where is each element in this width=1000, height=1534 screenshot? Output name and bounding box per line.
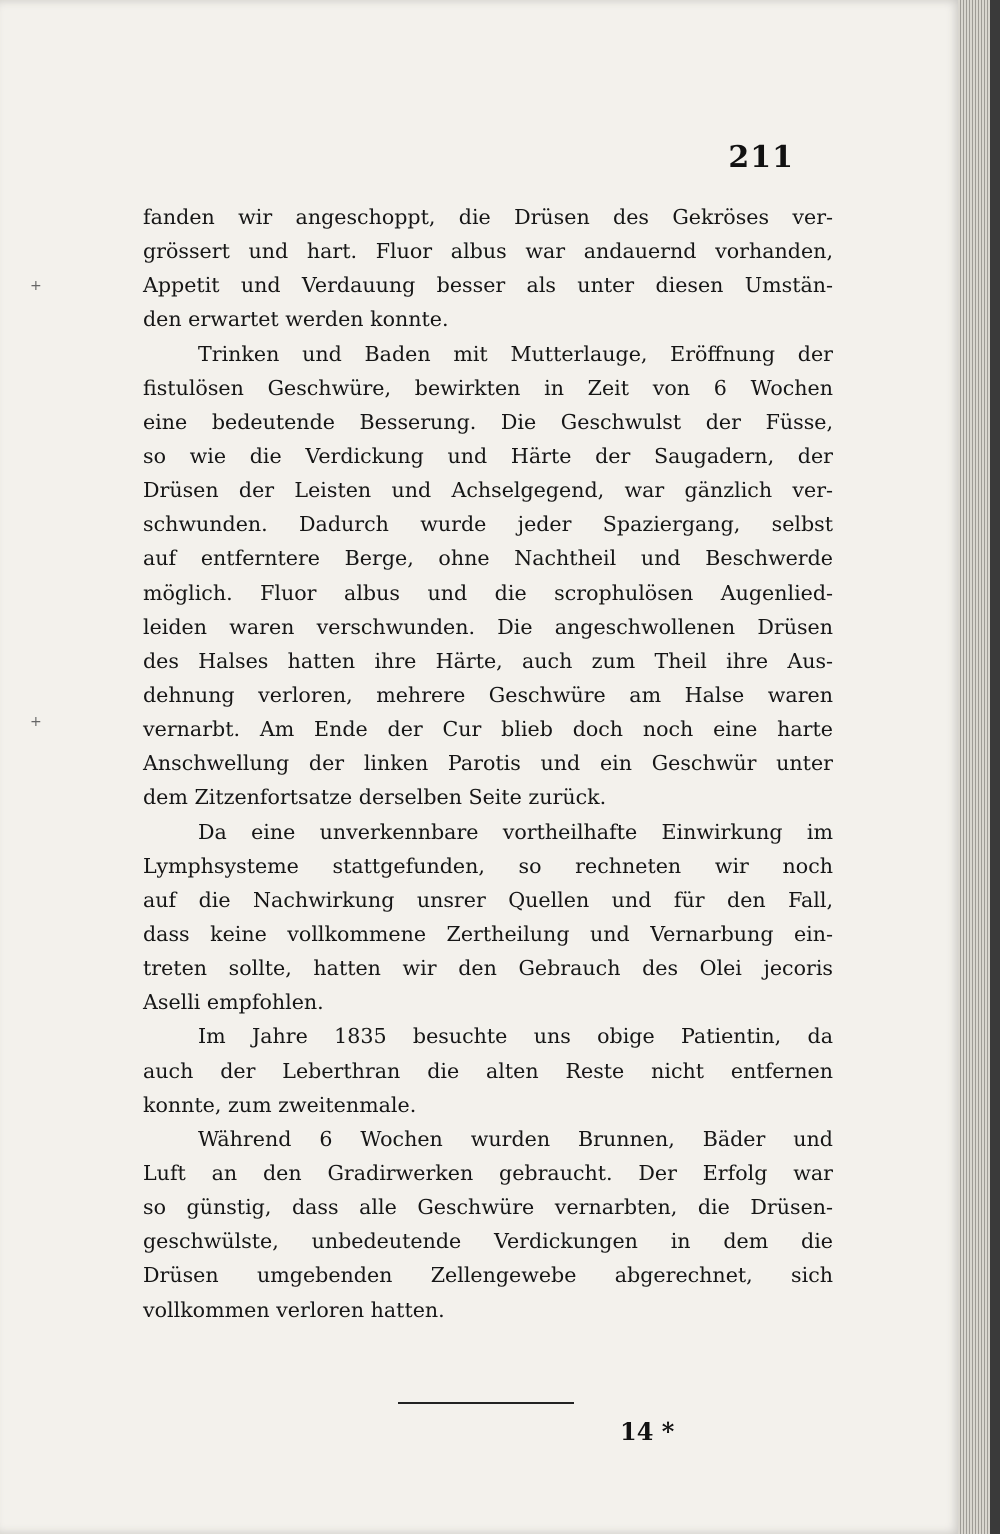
text-line: so wie die Verdickung und Härte der Saugadern, der [143,443,833,468]
text-line: konnte, zum zweitenmale. [143,1092,417,1117]
text-line: Luft an den Gradirwerken gebraucht. Der Erfolg war [143,1160,833,1185]
text-line: fistulösen Geschwüre, bewirkten in Zeit von 6 Wochen [143,375,833,400]
text-line: fanden wir angeschoppt, die Drüsen des Gekröses ver- [143,205,833,229]
text-line: des Halses hatten ihre Härte, auch zum Theil ihre Aus- [143,648,833,673]
text-line: Trinken und Baden mit Mutterlauge, Eröffnung der [198,341,833,366]
text-line: schwunden. Dadurch wurde jeder Spaziergang, selbst [143,512,833,537]
footer-rule [398,1402,574,1404]
text-line: dass keine vollkommene Zertheilung und Vernarbung ein- [143,921,833,946]
text-line: eine bedeutende Besserung. Die Geschwulst der Füsse, [143,409,833,434]
text-line: vollkommen verloren hatten. [143,1297,445,1322]
text-line: möglich. Fluor albus und die scrophulösen Augenlied- [143,580,833,605]
text-line: Drüsen der Leisten und Achselgegend, war gänzlich ver- [143,478,833,503]
text-line: vernarbt. Am Ende der Cur blieb doch noch eine harte [143,717,833,742]
text-line: Anschwellung der linken Parotis und ein Geschwür unter [143,751,833,776]
text-line: Während 6 Wochen wurden Brunnen, Bäder und [198,1126,833,1151]
text-line: Im Jahre 1835 besuchte uns obige Patientin, da [198,1024,833,1049]
text-line: Lymphsysteme stattgefunden, so rechneten wir noch [143,853,833,878]
text-line: dem Zitzenfortsatze derselben Seite zurück. [143,785,607,810]
text-line: den erwartet werden konnte. [143,307,449,332]
text-line: geschwülste, unbedeutende Verdickungen in dem die [143,1229,833,1254]
text-line: Drüsen umgebenden Zellengewebe abgerechnet, sich [143,1263,833,1288]
text-line: Appetit und Verdauung besser als unter diesen Umstän- [143,273,833,298]
printer-signature: 14 * [620,1417,675,1446]
margin-mark: + [30,278,42,294]
text-line: dehnung verloren, mehrere Geschwüre am Halse waren [143,682,833,707]
text-line: leiden waren verschwunden. Die angeschwollenen Drüsen [143,614,833,639]
text-line: Da eine unverkennbare vortheilhafte Einwirkung im [198,819,833,844]
text-line: auf entferntere Berge, ohne Nachtheil und Beschwerde [143,546,833,571]
body-text [143,200,833,1327]
page-edges [958,0,1000,1534]
text-line: so günstig, dass alle Geschwüre vernarbten, die Drüsen- [143,1195,833,1220]
margin-mark: + [30,714,42,730]
page-number: 211 [728,140,794,175]
text-line: Aselli empfohlen. [143,990,324,1015]
text-line: auf die Nachwirkung unsrer Quellen und für den Fall, [143,887,833,912]
text-line: auch der Leberthran die alten Reste nicht entfernen [143,1058,833,1083]
text-line: treten sollte, hatten wir den Gebrauch des Olei jecoris [143,956,833,981]
text-line: grössert und hart. Fluor albus war andauernd vorhanden, [143,239,833,264]
